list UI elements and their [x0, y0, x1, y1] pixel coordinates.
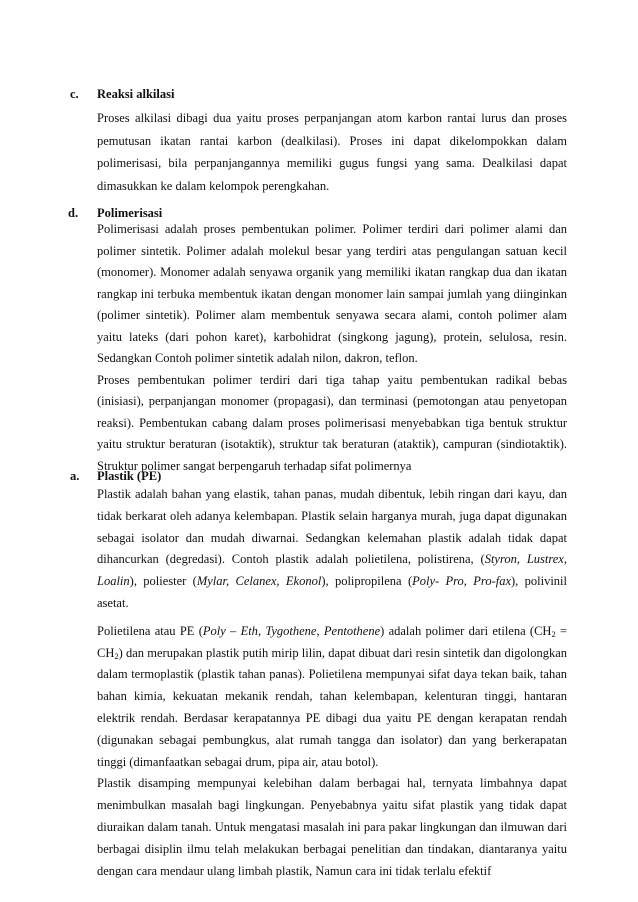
- section-marker: d.: [68, 206, 79, 220]
- paragraph: Proses pembentukan polimer terdiri dari tiga tahap yaitu pembentukan radikal bebas (inisiasi), perpanjangan monomer (propagasi), dan terminasi (pemotongan atau penyetopan reaksi). Pembentukan cabang dalam proses polimerisasi menyebabkan tiga bentuk struktur yaitu struktur beraturan (isotaktik), struktur tak beraturan (ataktik), campuran (sindiotaktik). Struktur polimer sangat berpengaruh terhadap sifat polimernya: [97, 372, 567, 473]
- section-body: [97, 484, 567, 882]
- paragraph: Proses alkilasi dibagi dua yaitu proses perpanjangan atom karbon rantai lurus dan proses pemutusan ikatan rantai karbon (dealkilasi). Proses ini dapat dikelompokkan dalam polimerisasi, bila perpanjangannya memiliki gugus fungsi yang sama. Dealkilasi dapat dimasukkan ke dalam kelompok perengkahan.: [97, 111, 567, 194]
- section-marker: a.: [70, 469, 80, 483]
- paragraph: Polietilena atau PE (Poly – Eth, Tygothene, Pentothene) adalah polimer dari etilena $(CH_2 = CH_2)$ dan merupakan plastik putih mirip lilin, dapat dibuat dari resin sintetik dan digolongkan dalam termoplastik (plastik tahan panas). Polietilena mempunyai sifat daya tekan baik, tahan bahan kimia, kekuatan mekanik rendah, tahan kelembapan, kelenturan tinggi, hantaran elektrik rendah. Berdasar kerapatannya PE dibagi dua yaitu PE dengan kerapatan rendah (digunakan sebagai pembungkus, alat rumah tangga dan isolator) dan yang berkerapatan tinggi (dimanfaatkan sebagai drum, pipa air, atau botol).: [97, 623, 568, 769]
- section-marker: c.: [70, 87, 79, 101]
- section-heading: Polimerisasi: [97, 206, 163, 220]
- paragraph: Plastik adalah bahan yang elastik, tahan panas, mudah dibentuk, lebih ringan dari kayu, dan tidak berkarat oleh adanya kelembapan. Plastik selain harganya murah, juga dapat digunakan sebagai isolator dan mudah diwarnai. Sedangkan kelemahan plastik adalah tidak dapat dihancurkan (degredasi). Contoh plastik adalah polietilena, polistirena, (Styron, Lustrex, Loalin), poliester (Mylar, Celanex, Ekonol), polipropilena (Poly- Pro, Pro-fax), polivinil asetat.: [97, 487, 567, 610]
- section-heading: Plastik (PE): [97, 469, 162, 483]
- section-heading: Reaksi alkilasi: [97, 87, 175, 101]
- section-body: [97, 219, 567, 477]
- paragraph: Polimerisasi adalah proses pembentukan polimer. Polimer terdiri dari polimer alami dan polimer sintetik. Polimer adalah molekul besar yang terdiri atas pengulangan satuan kecil (monomer). Monomer adalah senyawa organik yang memiliki ikatan rangkap dua dan ikatan rangkap ini terbuka membentuk ikatan dengan monomer lain sampai jumlah yang diinginkan (polimer sintetik). Polimer alam membentuk senyawa secara alami, contoh polimer alam yaitu lateks (dari pohon karet), karbohidrat (singkong jagung), protein, selulosa, resin. Sedangkan Contoh polimer sintetik adalah nilon, dakron, teflon.: [97, 222, 567, 365]
- paragraph: Plastik disamping mempunyai kelebihan dalam berbagai hal, ternyata limbahnya dapat menimbulkan masalah bagi lingkungan. Penyebabnya yaitu sifat plastik yang tidak dapat diuraikan dalam tanah. Untuk mengatasi masalah ini para pakar lingkungan dan ilmuwan dari berbagai disiplin ilmu telah melakukan berbagai penelitian dan tindakan, diantaranya yaitu dengan cara mendaur ulang limbah plastik, Namun cara ini tidak terlalu efektif: [97, 776, 567, 878]
- section-body: [97, 107, 567, 198]
